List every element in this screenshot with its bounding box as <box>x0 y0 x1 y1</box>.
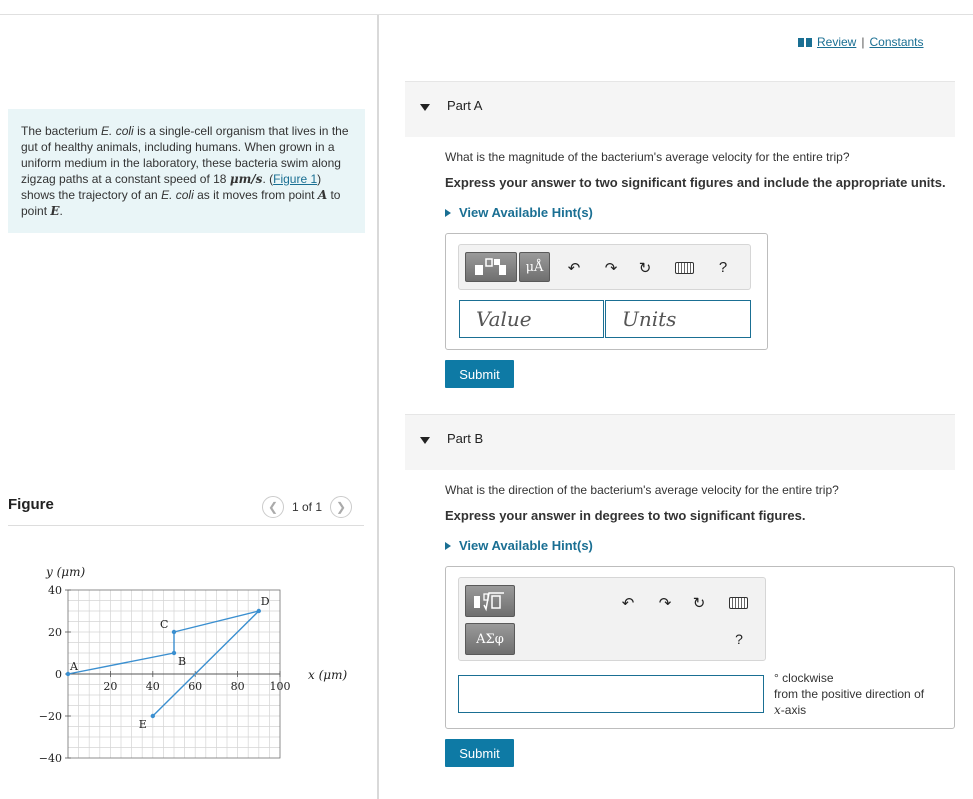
figure-title: Figure <box>8 496 54 513</box>
templates-icon[interactable] <box>465 585 515 617</box>
direction-unit-label: ° clockwise from the positive direction of x-axis <box>774 671 925 717</box>
point-label: E <box>138 718 147 731</box>
y-tick-label: −40 <box>38 752 62 765</box>
undo-icon[interactable]: ↶ <box>567 260 581 277</box>
book-icon <box>798 38 812 47</box>
header-links: Review | Constants <box>798 35 924 49</box>
x-tick-label: 20 <box>103 680 118 693</box>
point-label: B <box>178 655 187 668</box>
redo-icon[interactable]: ↷ <box>604 260 618 277</box>
keyboard-icon[interactable] <box>729 597 748 609</box>
templates-icon[interactable] <box>465 252 517 282</box>
pager-text: 1 of 1 <box>292 500 323 514</box>
reset-icon[interactable]: ↻ <box>692 595 706 612</box>
part-b-toolbar <box>458 577 766 661</box>
figure-link[interactable]: Figure 1 <box>273 172 318 186</box>
value-input[interactable]: Value <box>459 300 604 338</box>
part-b-question: What is the direction of the bacterium's average velocity for the entire trip? <box>445 483 839 497</box>
pane-divider[interactable] <box>377 15 379 799</box>
chevron-left-icon[interactable]: ❮ <box>262 496 284 518</box>
part-b-header[interactable] <box>405 414 955 470</box>
x-tick-label: 100 <box>269 680 291 693</box>
part-a-answer-box <box>445 233 768 350</box>
units-input[interactable]: Units <box>605 300 751 338</box>
review-link[interactable]: Review <box>817 35 857 49</box>
part-b-instruction: Express your answer in degrees to two significant figures. <box>445 508 806 523</box>
redo-icon[interactable]: ↷ <box>658 595 672 612</box>
trajectory-point <box>257 609 261 613</box>
figure-pager <box>262 496 352 518</box>
help-button[interactable]: ? <box>718 258 728 276</box>
greek-symbols-button[interactable]: ΑΣφ <box>465 623 515 655</box>
x-axis-label: x (μm) <box>308 668 348 682</box>
trajectory-chart <box>28 560 348 770</box>
part-b-submit-button[interactable]: Submit <box>445 739 514 767</box>
point-label: A <box>70 660 78 673</box>
point-label: D <box>260 595 270 608</box>
y-axis-label: y (μm) <box>46 565 86 579</box>
chevron-right-icon[interactable]: ❯ <box>330 496 352 518</box>
problem-statement: The bacterium E. coli is a single-cell organism that lives in the gut of healthy animals, including humans. When grown in a uniform medium in the laboratory, these bacteria swim along zigzag paths at a constant speed of 18 μm/s. (Figure 1) shows the trajectory of an E. coli as it moves from point A to point E. <box>8 109 365 233</box>
part-a-instruction: Express your answer to two significant figures and include the appropriate units. <box>445 175 946 190</box>
collapse-triangle-icon[interactable] <box>420 104 430 111</box>
part-a-toolbar <box>458 244 751 290</box>
part-a-header[interactable] <box>405 81 955 137</box>
trajectory-point <box>172 651 176 655</box>
x-tick-label: 80 <box>230 680 245 693</box>
expand-triangle-icon <box>445 209 451 217</box>
mu-angstrom-button[interactable]: μÅ <box>519 252 550 282</box>
point-label: C <box>160 618 169 631</box>
speed-unit: μm/s <box>229 172 263 186</box>
y-tick-label: 40 <box>48 584 62 597</box>
expand-triangle-icon <box>445 542 451 550</box>
constants-link[interactable]: Constants <box>869 35 924 49</box>
y-tick-label: 20 <box>48 626 62 639</box>
x-tick-label: 60 <box>188 680 203 693</box>
reset-icon[interactable]: ↻ <box>638 260 652 277</box>
part-a-submit-button[interactable]: Submit <box>445 360 514 388</box>
part-a-label: Part A <box>447 98 483 113</box>
trajectory-point <box>172 630 176 634</box>
y-tick-label: 0 <box>55 668 62 681</box>
help-button[interactable]: ? <box>735 631 743 647</box>
x-tick-label: 40 <box>145 680 160 693</box>
figure-separator <box>8 525 364 526</box>
part-a-hint-toggle[interactable]: View Available Hint(s) <box>445 205 593 220</box>
trajectory-point <box>151 714 155 718</box>
direction-input[interactable] <box>458 675 764 713</box>
part-a-question: What is the magnitude of the bacterium's average velocity for the entire trip? <box>445 150 850 164</box>
keyboard-icon[interactable] <box>675 262 694 274</box>
part-b-label: Part B <box>447 431 484 446</box>
part-b-hint-toggle[interactable]: View Available Hint(s) <box>445 538 593 553</box>
undo-icon[interactable]: ↶ <box>621 595 635 612</box>
top-border <box>0 14 973 15</box>
y-tick-label: −20 <box>38 710 62 723</box>
collapse-triangle-icon[interactable] <box>420 437 430 444</box>
